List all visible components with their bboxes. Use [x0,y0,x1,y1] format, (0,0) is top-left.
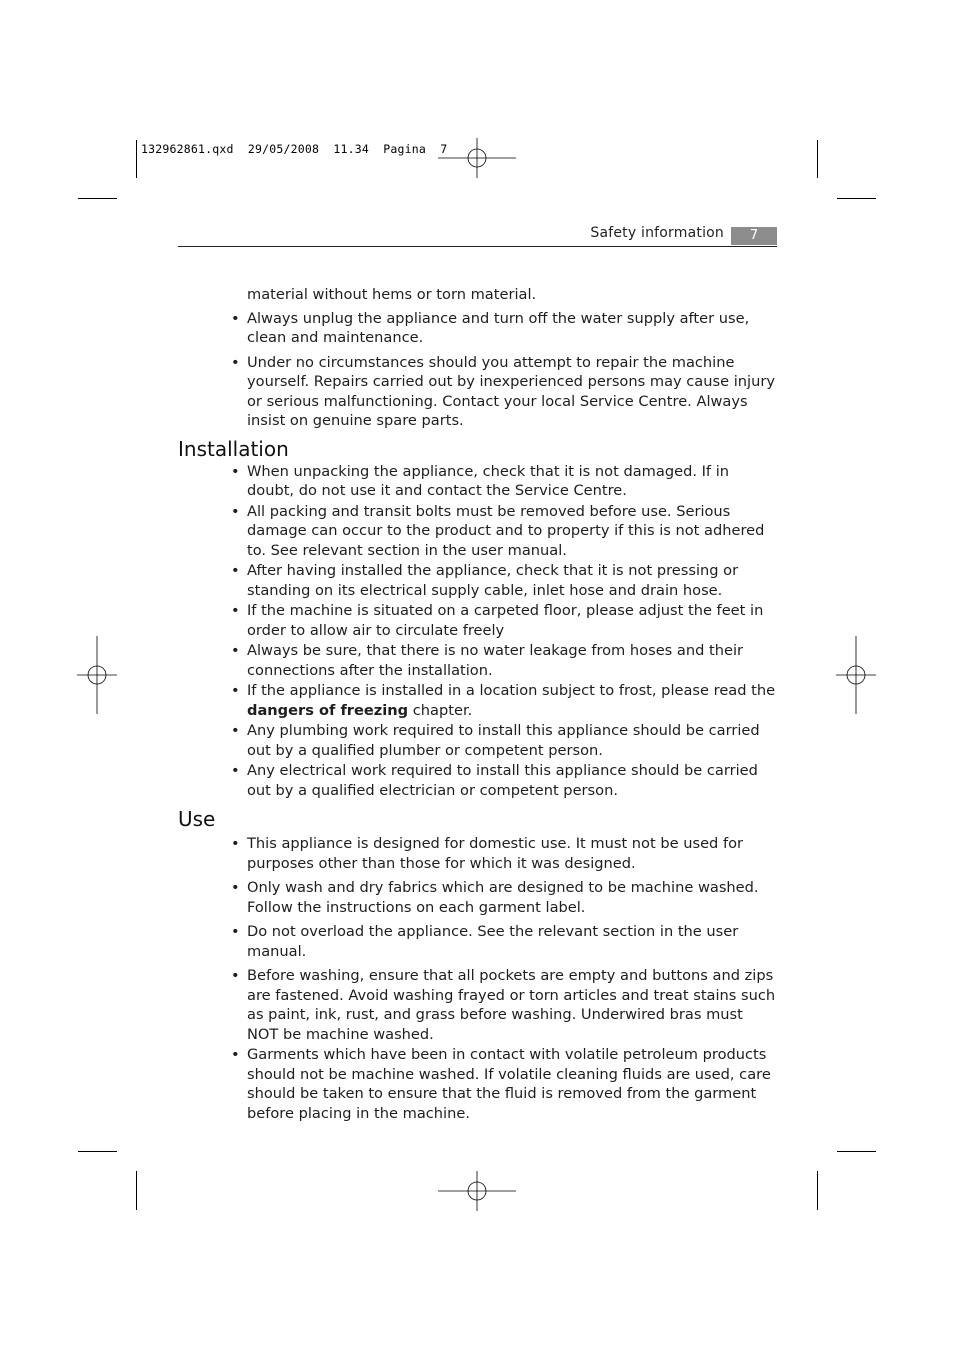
list-item [178,462,778,501]
bullet: • [231,602,240,619]
bullet: • [231,353,240,371]
list-item-text: Do not overload the appliance. See the relevant section in the user manual. [247,923,739,960]
list-item [178,834,778,873]
bullet: • [231,462,240,480]
list-item [178,761,778,800]
bullet: • [231,923,240,940]
list-item [178,353,778,431]
list-item [178,966,778,1044]
registration-mark-left-icon [77,636,117,714]
list-item-text: Before washing, ensure that all pockets are empty and buttons and zips are fastened. Avoid washing frayed or torn articles and treat stains such as paint, ink, rust, and grass before washing. Underwired bras must NOT be machine washed. [247,967,776,1043]
list-item-text: If the machine is situated on a carpeted floor, please adjust the feet in order to allow air to circulate freely [247,602,764,639]
crop-mark-bottom-left-horizontal [78,1151,117,1152]
list-item-text: Any plumbing work required to install this appliance should be carried out by a qualified plumber or competent person. [247,722,760,759]
page-number: 7 [731,227,777,245]
section-header: Safety information [590,225,724,241]
list-item [178,721,778,760]
frost-text-after: chapter. [408,701,473,719]
bullet: • [231,642,240,659]
bullet: • [231,562,240,579]
bullet: • [231,879,240,896]
list-item-text: All packing and transit bolts must be removed before use. Serious damage can occur to the product and to property if this is not adhered to. See relevant section in the user manual. [247,502,765,559]
intro-list [178,309,778,431]
crop-mark-top-left-horizontal [78,198,117,199]
list-item-text: Any electrical work required to install this appliance should be carried out by a qualified electrician or competent person. [247,762,758,799]
list-item [178,502,778,561]
list-item-text: Garments which have been in contact with volatile petroleum products should not be machine washed. If volatile cleaning fluids are used, care should be taken to ensure that the fluid is removed from the garment before placing in the machine. [247,1046,771,1122]
bullet: • [231,682,240,699]
crop-mark-top-left-vertical [136,140,137,178]
list-item [178,309,778,348]
registration-mark-bottom-icon [438,1171,516,1211]
list-item [178,681,778,720]
crop-mark-bottom-left-vertical [136,1171,137,1210]
list-item-text: After having installed the appliance, check that it is not pressing or standing on its electrical supply cable, inlet hose and drain hose. [247,562,739,599]
list-item [178,922,778,961]
list-item-text: This appliance is designed for domestic use. It must not be used for purposes other than those for which it was designed. [247,835,744,872]
list-item-text: Always unplug the appliance and turn off the water supply after use, clean and maintenance. [247,309,750,346]
bullet: • [231,1046,240,1063]
crop-mark-bottom-right-horizontal [837,1151,876,1152]
list-item-text: Always be sure, that there is no water leakage from hoses and their connections after the installation. [247,642,744,679]
list-item-text [247,682,775,719]
crop-mark-bottom-right-vertical [817,1171,818,1210]
bullet: • [231,835,240,852]
list-item-text: When unpacking the appliance, check that it is not damaged. If in doubt, do not use it and contact the Service Centre. [247,462,729,499]
main-content [178,285,778,1128]
dangers-of-freezing-reference: dangers of freezing [247,701,409,719]
list-item [178,561,778,600]
registration-mark-top-icon [438,138,516,178]
list-item [178,1045,778,1123]
registration-mark-right-icon [836,636,876,714]
use-heading: Use [178,807,216,831]
continued-text: material without hems or torn material. [247,286,537,303]
header-rule [178,246,777,247]
bullet: • [231,502,240,520]
list-item-text: Under no circumstances should you attempt to repair the machine yourself. Repairs carried out by inexperienced persons may cause injury or serious malfunctioning. Contact your local Service Centre. Always insist on genuine spare parts. [247,353,775,429]
installation-list [178,462,778,801]
frost-text-before: If the appliance is installed in a location subject to frost, please read the [247,682,776,699]
crop-mark-top-right-horizontal [837,198,876,199]
bullet: • [231,967,240,984]
crop-mark-top-right-vertical [817,140,818,178]
list-item [178,601,778,640]
use-list [178,834,778,1123]
bullet: • [231,309,240,327]
bullet: • [231,722,240,739]
list-item [178,878,778,917]
bullet: • [231,762,240,779]
installation-heading: Installation [178,436,289,461]
print-slug: 132962861.qxd 29/05/2008 11.34 Pagina 7 [141,142,448,156]
list-item-text: Only wash and dry fabrics which are designed to be machine washed. Follow the instructions on each garment label. [247,879,759,916]
list-item [178,641,778,680]
